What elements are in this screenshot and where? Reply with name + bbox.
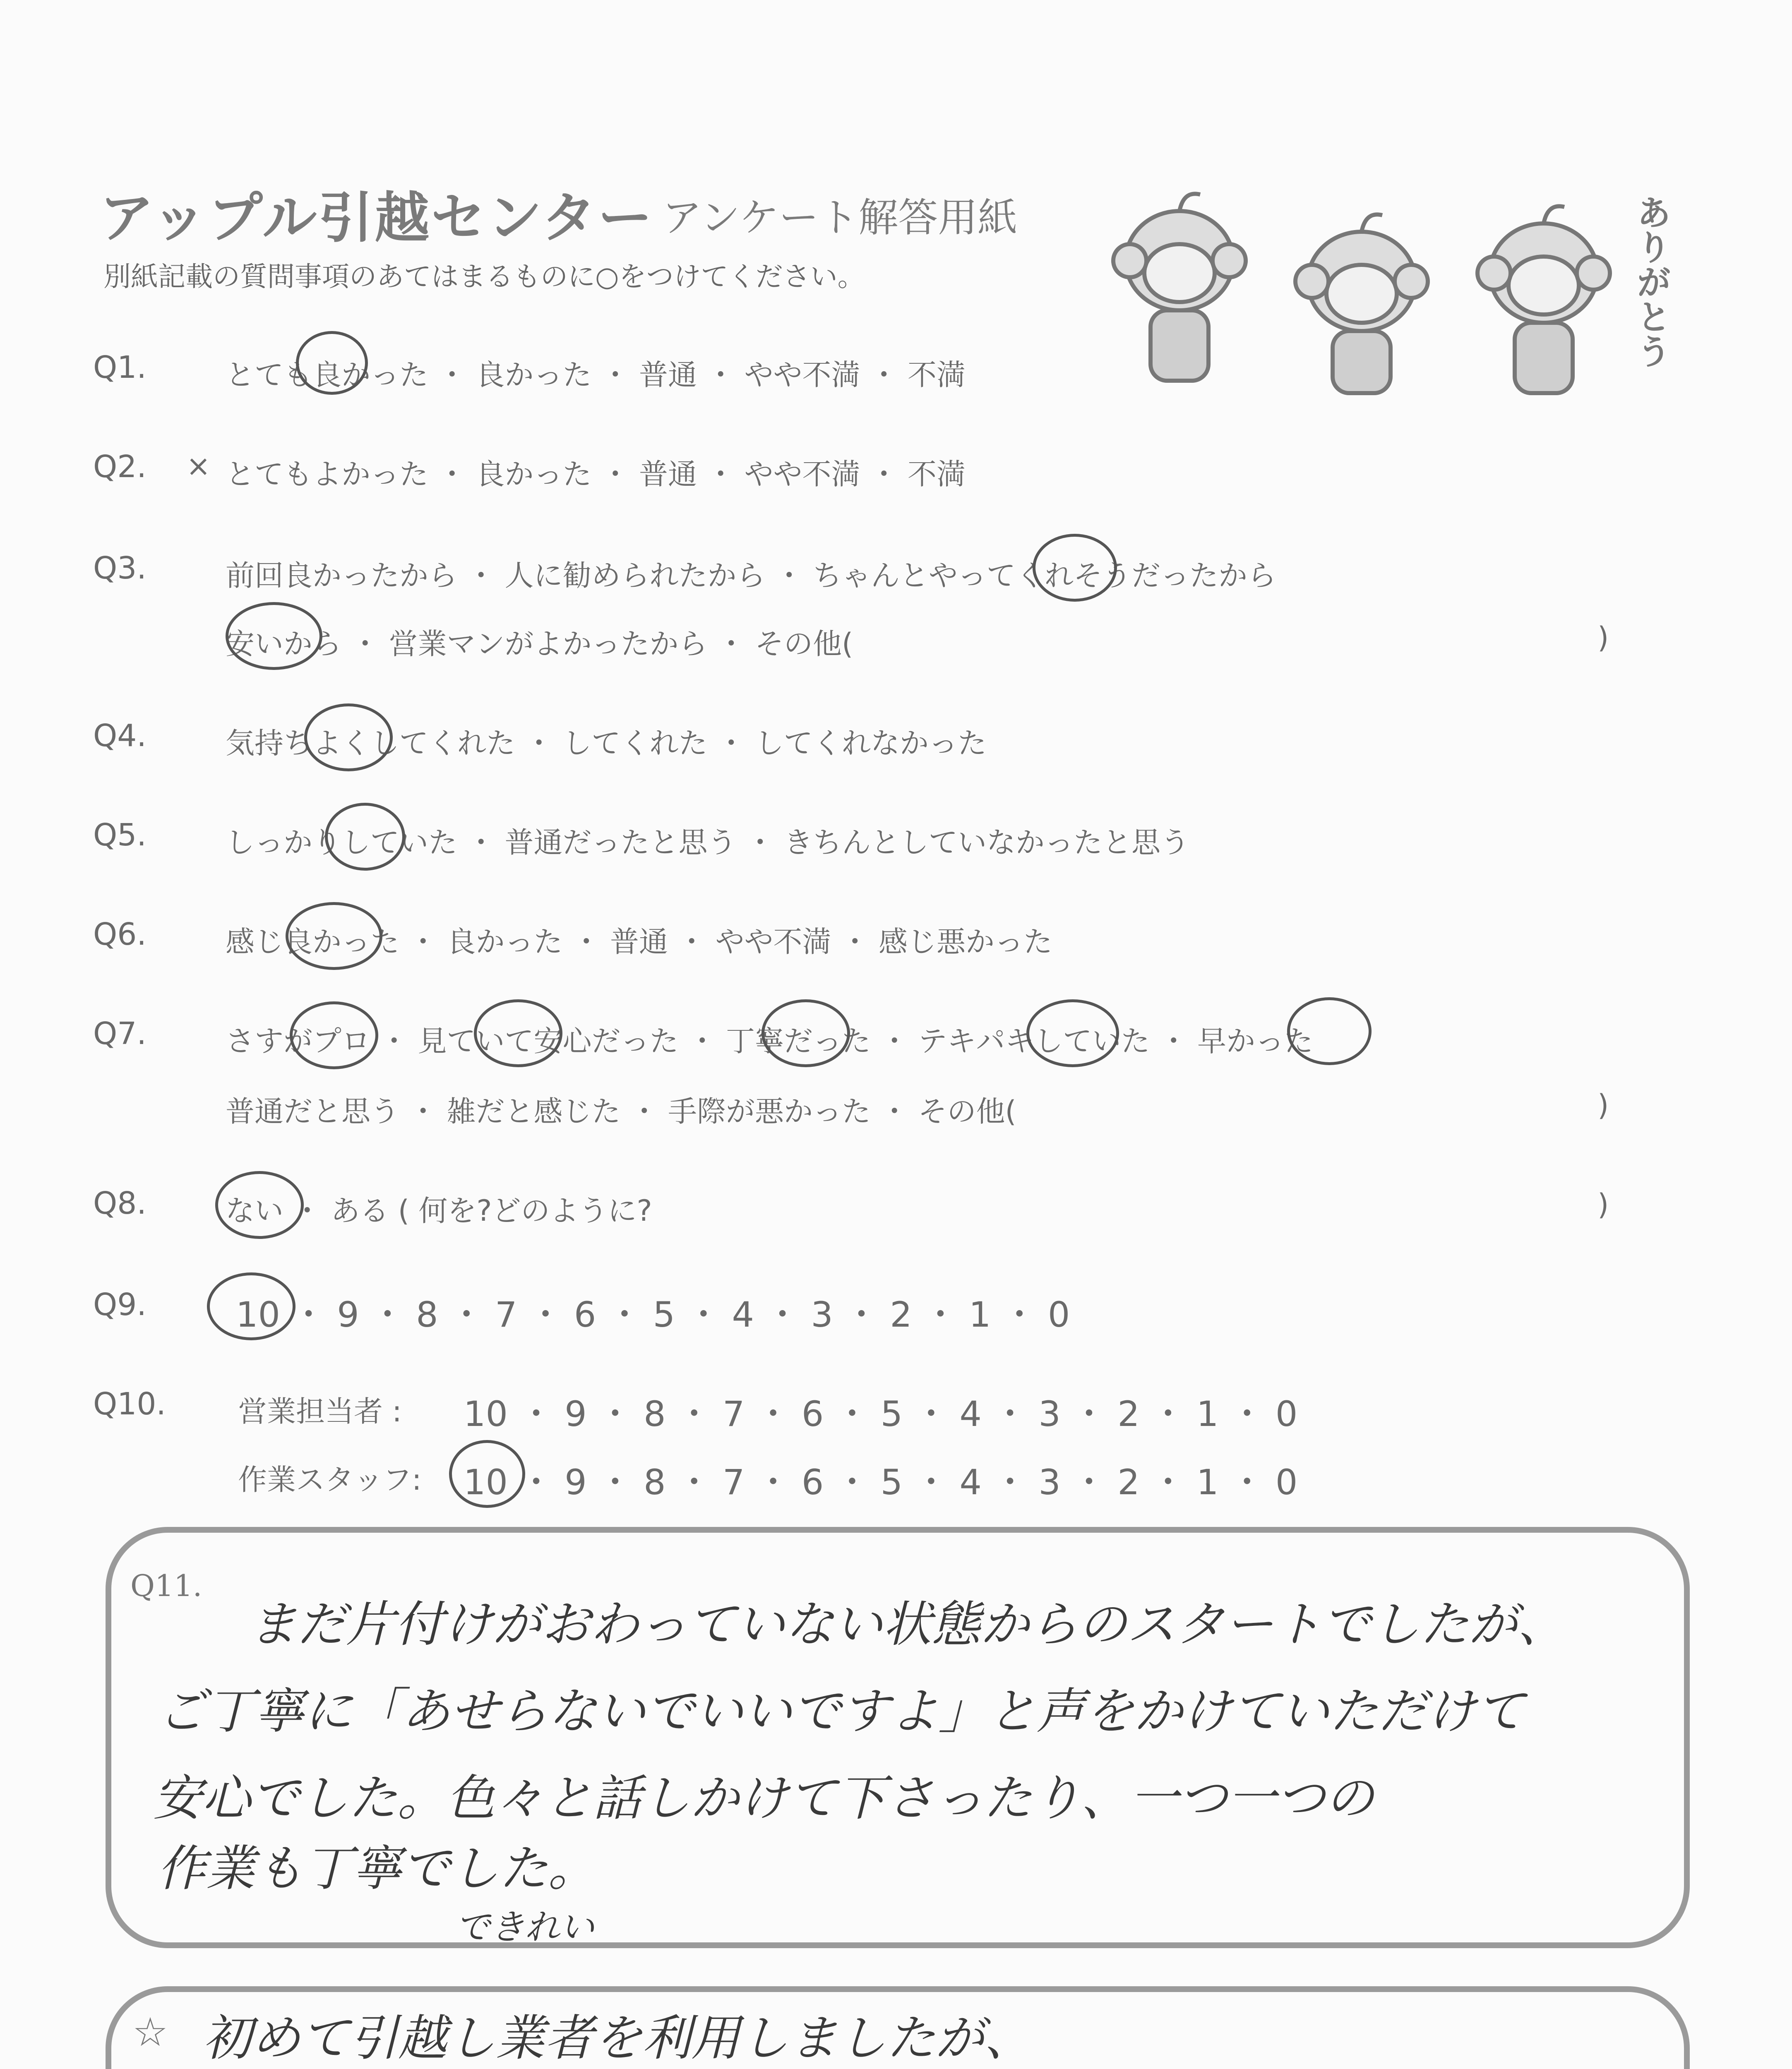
q8-number: Q8.	[93, 1186, 147, 1221]
answer-circle	[215, 1171, 304, 1239]
q2-number: Q2.	[93, 449, 147, 485]
star-icon: ☆	[132, 2009, 168, 2055]
q6-options: 感じ良かった ・ 良かった ・ 普通 ・ やや不満 ・ 感じ悪かった	[226, 925, 1053, 959]
q3-options-line1: 前回良かったから ・ 人に勧められたから ・ ちゃんとやってくれそうだったから	[226, 559, 1277, 593]
answer-circle	[1287, 997, 1372, 1065]
q5-number: Q5.	[93, 817, 147, 853]
q4-options: 気持ちよくしてくれた ・ してくれた ・ してくれなかった	[226, 726, 987, 760]
q3-options-line2: 安いから ・ 営業マンがよかったから ・ その他(	[226, 627, 853, 661]
answer-circle	[304, 703, 393, 771]
q1-options: とても良かった ・ 良かった ・ 普通 ・ やや不満 ・ 不満	[226, 358, 966, 392]
answer-circle	[286, 902, 382, 970]
q10-number: Q10.	[93, 1386, 166, 1422]
q10-sales-scale: 10 ・ 9 ・ 8 ・ 7 ・ 6 ・ 5 ・ 4 ・ 3 ・ 2 ・ 1 ・ 0	[464, 1394, 1298, 1434]
q8-options: ない ・ ある ( 何を?どのように?	[226, 1194, 652, 1228]
q3-number: Q3.	[93, 550, 147, 586]
q3-close-paren: )	[1597, 621, 1609, 655]
answer-circle	[226, 602, 322, 670]
q7-options-line1: さすがプロ ・ 見ていて安心だった ・ 丁寧だった ・ テキパキしていた ・ 早かった	[226, 1024, 1314, 1058]
q2-options: とてもよかった ・ 良かった ・ 普通 ・ やや不満 ・ 不満	[226, 457, 966, 491]
answer-circle	[1026, 999, 1119, 1067]
q6-number: Q6.	[93, 917, 147, 952]
q1-number: Q1.	[93, 350, 147, 385]
q8-close-paren: )	[1597, 1188, 1609, 1222]
q11-insertion-note: できれい	[455, 1907, 595, 1947]
comment-handwriting-line: 初めて引越し業者を利用しましたが、	[203, 2009, 1033, 2067]
q5-options: しっかりしていた ・ 普通だったと思う ・ きちんとしていなかったと思う	[226, 826, 1190, 859]
q10-staff-scale: 10 ・ 9 ・ 8 ・ 7 ・ 6 ・ 5 ・ 4 ・ 3 ・ 2 ・ 1 ・ 0	[464, 1462, 1298, 1503]
q11-handwriting-line: 作業も丁寧でした。	[157, 1840, 597, 1897]
q7-number: Q7.	[93, 1016, 147, 1051]
q7-close-paren: )	[1597, 1088, 1609, 1122]
q10-sales-label: 営業担当者 :	[238, 1395, 402, 1428]
answer-circle	[474, 999, 562, 1067]
company-name: アップル引越センター	[99, 186, 654, 250]
mascot-2-icon	[1295, 214, 1428, 393]
answer-circle	[325, 803, 405, 871]
q9-scale: 10 ・ 9 ・ 8 ・ 7 ・ 6 ・ 5 ・ 4 ・ 3 ・ 2 ・ 1 ・ 0	[236, 1294, 1070, 1335]
q7-options-line2: 普通だと思う ・ 雑だと感じた ・ 手際が悪かった ・ その他(	[226, 1095, 1016, 1128]
q9-number: Q9.	[93, 1287, 147, 1323]
q4-number: Q4.	[93, 718, 147, 754]
answer-circle	[207, 1272, 295, 1340]
answer-circle	[761, 999, 850, 1067]
mascot-3-icon	[1477, 206, 1610, 393]
mascot-1-icon	[1113, 194, 1246, 381]
q2-cross-mark: ×	[186, 449, 211, 483]
q11-handwriting-line: ご丁寧に「あせらないでいいですよ」と声をかけていただけて	[157, 1683, 1525, 1740]
answer-circle	[290, 1001, 378, 1069]
answer-circle	[296, 331, 368, 395]
q11-label: Q11.	[130, 1568, 202, 1603]
q10-staff-label: 作業スタッフ:	[238, 1463, 422, 1497]
answer-circle	[1033, 534, 1117, 602]
form-title: アンケート解答用紙	[662, 194, 1018, 241]
mascot-illustration	[1097, 178, 1676, 410]
answer-circle	[449, 1440, 525, 1508]
q11-handwriting-line: 安心でした。色々と話しかけて下さったり、一つ一つの	[153, 1769, 1374, 1827]
mascot-caption: ありがとう	[1631, 194, 1672, 368]
instruction-text: 別紙記載の質問事項のあてはまるものに○をつけてください。	[103, 261, 865, 293]
q11-handwriting-line: まだ片付けがおわっていない状態からのスタートでしたが、	[248, 1596, 1566, 1653]
